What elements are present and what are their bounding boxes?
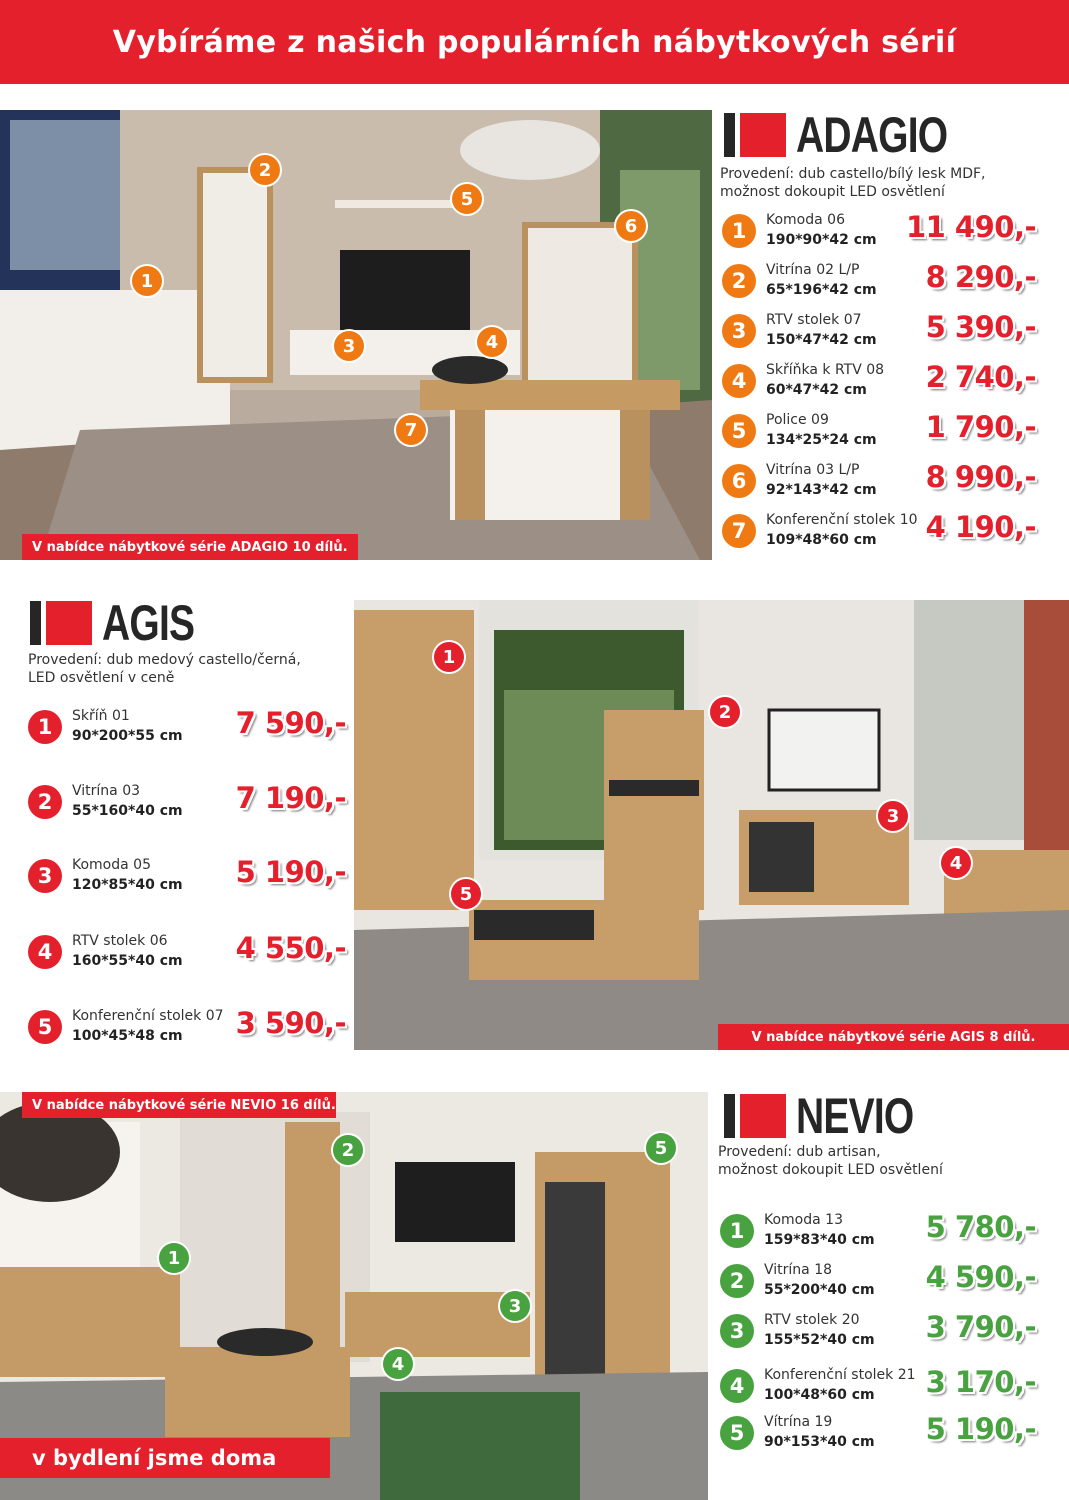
adagio-offer-tag: V nabídce nábytkové série ADAGIO 10 dílů. — [22, 534, 358, 560]
nevio-description — [718, 1143, 943, 1179]
adagio-pin-2[interactable]: 2 — [250, 155, 280, 185]
item-name: Vitrína 03 L/P — [766, 462, 860, 478]
item-number-badge: 3 — [28, 859, 62, 893]
price-list-item[interactable] — [722, 310, 1036, 358]
price-list-item[interactable] — [28, 1006, 346, 1054]
item-number-badge: 4 — [722, 364, 756, 398]
item-number-badge: 1 — [722, 214, 756, 248]
item-dimensions: 65*196*42 cm — [766, 282, 877, 298]
item-price: 4 550,- — [235, 931, 346, 965]
brand-logo-mark — [30, 601, 92, 645]
item-price: 5 390,- — [925, 310, 1036, 344]
item-name: Komoda 06 — [766, 212, 845, 228]
price-list-item[interactable] — [720, 1412, 1036, 1460]
nevio-pin-4[interactable]: 4 — [383, 1349, 413, 1379]
item-number-badge: 6 — [722, 464, 756, 498]
item-price: 4 590,- — [925, 1260, 1036, 1294]
item-dimensions: 120*85*40 cm — [72, 877, 183, 893]
page-title: Vybíráme z našich populárních nábytkových sérií — [112, 24, 957, 60]
item-name: Skříň 01 — [72, 708, 130, 724]
price-list-item[interactable] — [28, 706, 346, 754]
adagio-pin-3[interactable]: 3 — [334, 331, 364, 361]
item-number-badge: 5 — [722, 414, 756, 448]
item-number-badge: 1 — [28, 710, 62, 744]
item-name: RTV stolek 06 — [72, 933, 168, 949]
adagio-title: ADAGIO — [796, 107, 948, 163]
item-name: Konferenční stolek 21 — [764, 1367, 916, 1383]
item-price: 3 590,- — [235, 1006, 346, 1040]
item-number-badge: 1 — [720, 1214, 754, 1248]
price-list-item[interactable] — [720, 1210, 1036, 1258]
adagio-pin-7[interactable]: 7 — [396, 415, 426, 445]
nevio-pin-2[interactable]: 2 — [333, 1135, 363, 1165]
item-name: RTV stolek 07 — [766, 312, 862, 328]
agis-pin-2[interactable]: 2 — [710, 697, 740, 727]
item-number-badge: 3 — [720, 1314, 754, 1348]
item-dimensions: 92*143*42 cm — [766, 482, 877, 498]
item-dimensions: 159*83*40 cm — [764, 1232, 875, 1248]
price-list-item[interactable] — [720, 1365, 1036, 1413]
item-dimensions: 160*55*40 cm — [72, 953, 183, 969]
item-name: Vitrína 18 — [764, 1262, 833, 1278]
item-number-badge: 3 — [722, 314, 756, 348]
item-price: 7 590,- — [235, 706, 346, 740]
adagio-description — [720, 165, 986, 201]
adagio-price-list — [722, 210, 1036, 560]
nevio-pin-3[interactable]: 3 — [500, 1291, 530, 1321]
item-number-badge: 4 — [720, 1369, 754, 1403]
item-price: 3 170,- — [925, 1365, 1036, 1399]
item-name: Vitrína 03 — [72, 783, 141, 799]
item-dimensions: 155*52*40 cm — [764, 1332, 875, 1348]
agis-offer-tag: V nabídce nábytkové série AGIS 8 dílů. — [718, 1024, 1069, 1050]
item-name: Komoda 13 — [764, 1212, 843, 1228]
item-number-badge: 2 — [720, 1264, 754, 1298]
agis-pin-3[interactable]: 3 — [878, 801, 908, 831]
price-list-item[interactable] — [722, 510, 1036, 558]
agis-pin-1[interactable]: 1 — [434, 642, 464, 672]
item-price: 4 190,- — [925, 510, 1036, 544]
item-name: Skříňka k RTV 08 — [766, 362, 885, 378]
item-number-badge: 7 — [722, 514, 756, 548]
item-number-badge: 4 — [28, 935, 62, 969]
price-list-item[interactable] — [722, 260, 1036, 308]
agis-pin-4[interactable]: 4 — [941, 848, 971, 878]
nevio-pin-1[interactable]: 1 — [159, 1243, 189, 1273]
item-dimensions: 190*90*42 cm — [766, 232, 877, 248]
item-dimensions: 90*153*40 cm — [764, 1434, 875, 1450]
nevio-header — [724, 1088, 947, 1144]
item-name: Police 09 — [766, 412, 829, 428]
item-dimensions: 55*160*40 cm — [72, 803, 183, 819]
item-price: 11 490,- — [905, 210, 1036, 244]
price-list-item[interactable] — [722, 360, 1036, 408]
adagio-pin-6[interactable]: 6 — [616, 211, 646, 241]
agis-room-photo — [354, 600, 1069, 1050]
nevio-description-line: možnost dokoupit LED osvětlení — [718, 1162, 943, 1178]
item-price: 3 790,- — [925, 1310, 1036, 1344]
item-price: 5 190,- — [235, 855, 346, 889]
brand-logo-mark — [724, 113, 786, 157]
adagio-header — [724, 107, 990, 163]
adagio-description-line: Provedení: dub castello/bílý lesk MDF, — [720, 166, 986, 182]
agis-description — [28, 651, 301, 687]
item-dimensions: 100*48*60 cm — [764, 1387, 875, 1403]
adagio-pin-5[interactable]: 5 — [452, 184, 482, 214]
item-price: 8 290,- — [925, 260, 1036, 294]
item-dimensions: 150*47*42 cm — [766, 332, 877, 348]
item-number-badge: 5 — [28, 1010, 62, 1044]
agis-price-list — [28, 706, 346, 1050]
item-number-badge: 2 — [28, 785, 62, 819]
agis-header — [30, 595, 220, 651]
item-dimensions: 109*48*60 cm — [766, 532, 877, 548]
item-name: Vitrína 02 L/P — [766, 262, 860, 278]
price-list-item[interactable] — [720, 1260, 1036, 1308]
item-number-badge: 5 — [720, 1416, 754, 1450]
item-price: 5 190,- — [925, 1412, 1036, 1446]
item-dimensions: 60*47*42 cm — [766, 382, 867, 398]
agis-description-line: LED osvětlení v ceně — [28, 670, 175, 686]
item-name: Konferenční stolek 10 — [766, 512, 918, 528]
item-name: Vítrína 19 — [764, 1414, 833, 1430]
nevio-pin-5[interactable]: 5 — [646, 1133, 676, 1163]
item-price: 2 740,- — [925, 360, 1036, 394]
price-list-item[interactable] — [28, 855, 346, 903]
agis-description-line: Provedení: dub medový castello/černá, — [28, 652, 301, 668]
price-list-item[interactable] — [28, 931, 346, 979]
item-number-badge: 2 — [722, 264, 756, 298]
price-list-item[interactable] — [720, 1310, 1036, 1358]
nevio-description-line: Provedení: dub artisan, — [718, 1144, 881, 1160]
brand-logo-mark — [724, 1094, 786, 1138]
nevio-offer-tag: V nabídce nábytkové série NEVIO 16 dílů. — [22, 1092, 336, 1118]
item-price: 5 780,- — [925, 1210, 1036, 1244]
price-list-item[interactable] — [722, 410, 1036, 458]
adagio-description-line: možnost dokoupit LED osvětlení — [720, 184, 945, 200]
item-price: 1 790,- — [925, 410, 1036, 444]
item-dimensions: 134*25*24 cm — [766, 432, 877, 448]
item-name: Komoda 05 — [72, 857, 151, 873]
item-name: Konferenční stolek 07 — [72, 1008, 224, 1024]
adagio-pin-1[interactable]: 1 — [132, 266, 162, 296]
footer-slogan: v bydlení jsme doma — [0, 1438, 330, 1478]
item-dimensions: 55*200*40 cm — [764, 1282, 875, 1298]
item-price: 7 190,- — [235, 781, 346, 815]
nevio-price-list — [720, 1210, 1036, 1462]
adagio-pin-4[interactable]: 4 — [477, 327, 507, 357]
nevio-title: NEVIO — [796, 1088, 914, 1144]
price-list-item[interactable] — [722, 460, 1036, 508]
top-banner — [0, 0, 1069, 84]
item-price: 8 990,- — [925, 460, 1036, 494]
item-dimensions: 100*45*48 cm — [72, 1028, 183, 1044]
agis-title: AGIS — [102, 595, 195, 651]
agis-pin-5[interactable]: 5 — [451, 879, 481, 909]
price-list-item[interactable] — [28, 781, 346, 829]
item-dimensions: 90*200*55 cm — [72, 728, 183, 744]
price-list-item[interactable] — [722, 210, 1036, 258]
item-name: RTV stolek 20 — [764, 1312, 860, 1328]
